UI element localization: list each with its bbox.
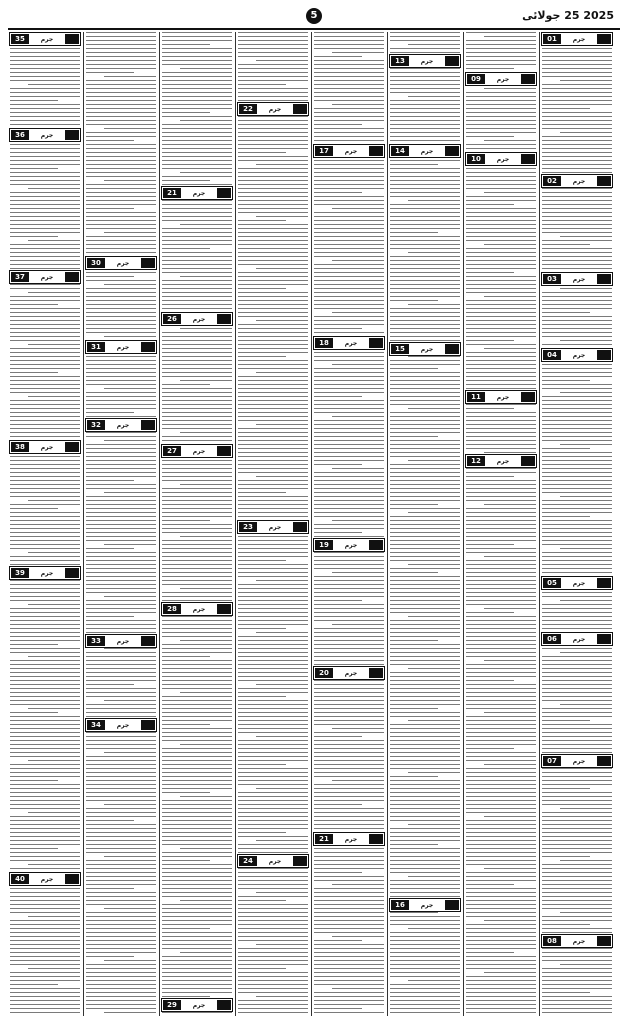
notice-tag: جرم [40,35,54,43]
notice-number: 24 [239,856,257,866]
masthead [8,6,620,30]
notice-header [9,32,81,46]
notice-number: 30 [87,258,105,268]
notice-number: 18 [315,338,333,348]
notice-tag: جرم [572,635,586,643]
notice-tag: جرم [344,541,358,549]
notice-tag: جرم [192,315,206,323]
newspaper-page [8,32,620,1016]
notice-header [541,934,613,948]
newspaper-logo-icon [65,874,79,884]
newspaper-logo-icon [293,522,307,532]
column-8 [540,32,614,1016]
notice-header [465,72,537,86]
column-divider [387,32,388,1016]
notice-tag: جرم [40,443,54,451]
notice-number: 03 [543,274,561,284]
notice-header [541,632,613,646]
notice-number: 22 [239,104,257,114]
notice-tag: جرم [420,345,434,353]
notice-header [9,440,81,454]
newspaper-logo-icon [65,34,79,44]
newspaper-logo-icon [369,338,383,348]
notice-header [541,754,613,768]
notice-header [161,998,233,1012]
newspaper-logo-icon [293,856,307,866]
notice-tag: جرم [192,447,206,455]
column-5 [312,32,386,1016]
newspaper-logo-icon [597,578,611,588]
newspaper-logo-icon [521,154,535,164]
notice-number: 11 [467,392,485,402]
notice-number: 40 [11,874,29,884]
notice-header [161,186,233,200]
notice-header [389,342,461,356]
notice-tag: جرم [40,875,54,883]
notice-header [9,872,81,886]
notice-header [313,144,385,158]
notice-tag: جرم [192,189,206,197]
notice-header [9,128,81,142]
notice-number: 07 [543,756,561,766]
notice-number: 16 [391,900,409,910]
notice-tag: جرم [496,75,510,83]
newspaper-logo-icon [521,74,535,84]
notice-tag: جرم [572,275,586,283]
notice-header [389,898,461,912]
newspaper-logo-icon [65,272,79,282]
notice-tag: جرم [496,457,510,465]
column-7 [464,32,538,1016]
column-divider [539,32,540,1016]
newspaper-logo-icon [369,146,383,156]
notice-header [389,144,461,158]
newspaper-logo-icon [597,350,611,360]
notice-tag: جرم [572,177,586,185]
notice-header [313,832,385,846]
notice-header [313,538,385,552]
notice-number: 37 [11,272,29,282]
notice-number: 19 [315,540,333,550]
newspaper-logo-icon [217,188,231,198]
newspaper-logo-icon [141,720,155,730]
column-text [314,32,384,1016]
notice-tag: جرم [420,147,434,155]
newspaper-logo-icon [521,392,535,402]
notice-header [465,390,537,404]
column-divider [235,32,236,1016]
notice-header [541,174,613,188]
notice-header [465,454,537,468]
column-6 [388,32,462,1016]
column-4 [236,32,310,1016]
newspaper-logo-icon [445,146,459,156]
notice-number: 08 [543,936,561,946]
notice-tag: جرم [344,669,358,677]
column-text [162,32,232,1016]
newspaper-logo-icon [217,1000,231,1010]
notice-tag: جرم [192,605,206,613]
notice-header [541,32,613,46]
notice-header [161,312,233,326]
notice-header [85,418,157,432]
column-divider [311,32,312,1016]
notice-tag: جرم [420,901,434,909]
notice-header [313,666,385,680]
notice-number: 39 [11,568,29,578]
notice-header [85,718,157,732]
notice-tag: جرم [344,339,358,347]
newspaper-logo-icon [597,176,611,186]
notice-header [9,566,81,580]
notice-tag: جرم [496,393,510,401]
notice-header [541,272,613,286]
newspaper-logo-icon [141,342,155,352]
notice-number: 38 [11,442,29,452]
notice-header [237,520,309,534]
notice-number: 33 [87,636,105,646]
newspaper-logo-icon [597,936,611,946]
newspaper-logo-icon [217,446,231,456]
notice-number: 05 [543,578,561,588]
newspaper-logo-icon [369,668,383,678]
notice-tag: جرم [116,421,130,429]
newspaper-logo-icon [217,314,231,324]
newspaper-logo-icon [597,756,611,766]
notice-tag: جرم [420,57,434,65]
notice-header [85,256,157,270]
newspaper-logo-icon [217,604,231,614]
column-3 [160,32,234,1016]
newspaper-logo-icon [445,344,459,354]
notice-number: 27 [163,446,181,456]
notice-header [541,348,613,362]
notice-number: 21 [163,188,181,198]
notice-header [161,602,233,616]
column-text [390,32,460,1016]
notice-tag: جرم [344,835,358,843]
notice-tag: جرم [496,155,510,163]
notice-header [85,340,157,354]
newspaper-logo-icon [65,568,79,578]
column-1 [8,32,82,1016]
notice-tag: جرم [116,637,130,645]
notice-tag: جرم [116,259,130,267]
notice-number: 35 [11,34,29,44]
notice-header [161,444,233,458]
issue-date: 2025 25 جولائی [522,9,614,22]
notice-number: 14 [391,146,409,156]
newspaper-logo-icon [369,834,383,844]
notice-tag: جرم [572,757,586,765]
notice-number: 20 [315,668,333,678]
notice-number: 29 [163,1000,181,1010]
notice-header [541,576,613,590]
notice-number: 28 [163,604,181,614]
notice-number: 32 [87,420,105,430]
newspaper-logo-icon [141,636,155,646]
notice-header [465,152,537,166]
column-text [466,32,536,1016]
newspaper-logo-icon [521,456,535,466]
newspaper-logo-icon [293,104,307,114]
newspaper-logo-icon [65,130,79,140]
newspaper-logo-icon [445,900,459,910]
notice-tag: جرم [116,343,130,351]
notice-tag: جرم [268,857,282,865]
notice-number: 31 [87,342,105,352]
notice-number: 17 [315,146,333,156]
notice-number: 01 [543,34,561,44]
notice-tag: جرم [40,131,54,139]
notice-number: 23 [239,522,257,532]
notice-number: 15 [391,344,409,354]
column-divider [463,32,464,1016]
notice-number: 09 [467,74,485,84]
newspaper-logo-icon [597,34,611,44]
notice-header [389,54,461,68]
notice-tag: جرم [572,35,586,43]
notice-header [313,336,385,350]
column-text [86,32,156,1016]
notice-number: 21 [315,834,333,844]
newspaper-logo-icon [597,274,611,284]
notice-tag: جرم [116,721,130,729]
newspaper-logo-icon [141,420,155,430]
page-number-badge: 5 [306,8,322,24]
notice-number: 06 [543,634,561,644]
column-text [10,32,80,1016]
notice-tag: جرم [572,579,586,587]
notice-number: 12 [467,456,485,466]
notice-header [237,102,309,116]
notice-number: 13 [391,56,409,66]
notice-header [237,854,309,868]
newspaper-logo-icon [369,540,383,550]
newspaper-logo-icon [65,442,79,452]
notice-number: 04 [543,350,561,360]
column-2 [84,32,158,1016]
notice-number: 36 [11,130,29,140]
notice-number: 26 [163,314,181,324]
notice-number: 10 [467,154,485,164]
notice-tag: جرم [572,937,586,945]
notice-tag: جرم [40,569,54,577]
notice-tag: جرم [268,523,282,531]
column-divider [159,32,160,1016]
notice-header [9,270,81,284]
newspaper-logo-icon [141,258,155,268]
notice-tag: جرم [572,351,586,359]
newspaper-logo-icon [445,56,459,66]
notice-header [85,634,157,648]
notice-tag: جرم [344,147,358,155]
notice-tag: جرم [192,1001,206,1009]
notice-tag: جرم [40,273,54,281]
notice-number: 02 [543,176,561,186]
notice-tag: جرم [268,105,282,113]
notice-number: 34 [87,720,105,730]
newspaper-logo-icon [597,634,611,644]
column-divider [83,32,84,1016]
